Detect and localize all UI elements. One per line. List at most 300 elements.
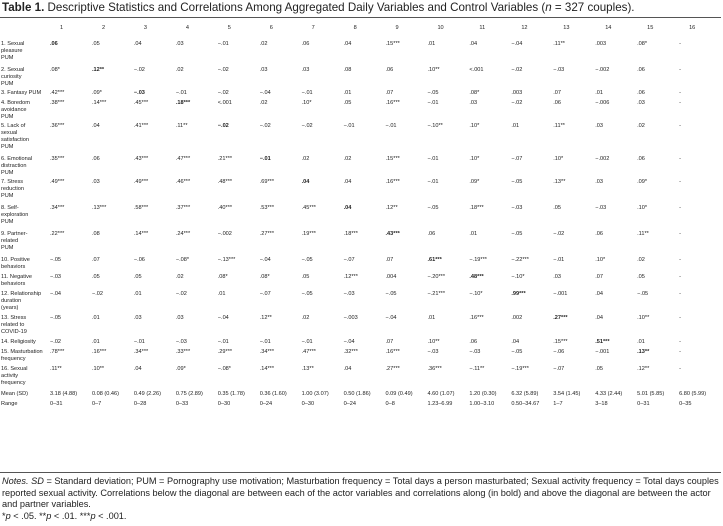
table-cell: .04 xyxy=(91,123,100,129)
table-cell: −.04 xyxy=(385,315,397,321)
table-cell: - xyxy=(679,349,681,355)
table-cell: −.01 xyxy=(343,123,355,129)
column-header: 3 xyxy=(143,25,147,31)
row-label-line: 5. Lack of xyxy=(1,123,26,129)
diagonal-cell: .43*** xyxy=(385,231,400,237)
table-cell: .05 xyxy=(637,274,645,280)
table-cell: .19*** xyxy=(301,231,316,237)
table-cell: .24*** xyxy=(175,231,191,237)
table-cell: −.05 xyxy=(385,291,397,297)
table-cell: .07 xyxy=(385,257,394,263)
table-cell: .36*** xyxy=(50,123,65,129)
table-cell: −.06 xyxy=(553,349,565,355)
range-row-cell: 1–7 xyxy=(553,401,563,407)
row-label-line: satisfaction xyxy=(1,137,29,143)
table-cell: .41*** xyxy=(133,123,149,129)
range-row-cell: 1.23–6.99 xyxy=(427,401,453,407)
table-cell: .11** xyxy=(553,41,565,47)
table-cell: −.08* xyxy=(217,366,231,372)
table-cell: −.22*** xyxy=(511,257,529,263)
table-cell: .15*** xyxy=(553,339,568,345)
table-cell: .04 xyxy=(343,179,352,185)
table-cell: .11** xyxy=(175,123,188,129)
range-row-cell: 0–24 xyxy=(259,401,273,407)
table-cell: −.01 xyxy=(427,179,439,185)
table-cell: .45*** xyxy=(301,205,316,211)
row-label-line: exploration xyxy=(1,212,29,218)
table-cell: −.003 xyxy=(343,315,358,321)
table-cell: .47*** xyxy=(301,349,316,355)
table-cell: .07 xyxy=(91,257,100,263)
table-cell: .08 xyxy=(343,67,352,73)
table-cell: .42*** xyxy=(50,90,65,96)
row-label xyxy=(0,274,50,291)
table-cell: .10** xyxy=(427,339,440,345)
top-rule xyxy=(0,17,721,18)
table-cell: .03 xyxy=(175,41,184,47)
table-cell: .05 xyxy=(91,274,100,280)
column-header: 14 xyxy=(605,25,612,31)
p1-mark: * xyxy=(2,510,6,521)
table-cell: - xyxy=(679,366,681,372)
table-cell: −.001 xyxy=(553,291,568,297)
table-cell: .10* xyxy=(595,257,606,263)
table-cell: - xyxy=(679,100,681,106)
table-cell: .06 xyxy=(553,100,562,106)
mean-row-cell: 6.80 (5.99) xyxy=(679,391,707,397)
table-cell: .11** xyxy=(50,366,62,372)
header-row xyxy=(0,22,721,41)
table-cell: - xyxy=(679,90,681,96)
table-cell: .40*** xyxy=(217,205,233,211)
range-row-cell: 0–35 xyxy=(679,401,692,407)
table-cell: - xyxy=(679,339,681,345)
table-cell: .34*** xyxy=(50,205,65,211)
table-cell: −.03 xyxy=(427,349,439,355)
table-cell: .10* xyxy=(553,156,564,162)
row-label-line: curiosity xyxy=(1,74,22,80)
table-cell: −.01 xyxy=(217,339,229,345)
table-cell: .16*** xyxy=(385,100,400,106)
table-cell: .09* xyxy=(469,179,480,185)
table-cell: .16*** xyxy=(91,349,107,355)
row-label-line: 1. Sexual xyxy=(1,41,25,47)
range-row-cell: 0–24 xyxy=(343,401,357,407)
mean-row-cell: 1.00 (3.07) xyxy=(301,391,329,397)
table-cell: .03 xyxy=(301,67,310,73)
range-row-cell: 0–33 xyxy=(175,401,189,407)
table-cell: .01 xyxy=(595,90,603,96)
caption-label: Table 1. xyxy=(2,1,45,14)
table-row xyxy=(0,339,721,349)
table-cell: .69*** xyxy=(259,179,274,185)
table-cell: .05 xyxy=(133,274,142,280)
row-label-line: 15. Masturbation xyxy=(1,349,43,355)
column-header: 5 xyxy=(227,25,231,31)
diagonal-cell: .04 xyxy=(343,205,352,211)
table-cell: .14*** xyxy=(259,366,274,372)
table-cell: .14*** xyxy=(133,231,149,237)
mean-row-cell: 0.08 (0.46) xyxy=(91,391,119,397)
table-cell: .05 xyxy=(595,366,603,372)
table-row xyxy=(0,291,721,315)
table-cell: .08* xyxy=(637,41,648,47)
table-cell: .02 xyxy=(175,274,184,280)
table-cell: −.10* xyxy=(469,291,483,297)
table-cell: −.01 xyxy=(259,339,271,345)
table-cell: .32*** xyxy=(343,349,358,355)
row-label xyxy=(0,41,50,67)
table-cell: −.02 xyxy=(217,67,229,73)
p1-text: < .05. xyxy=(10,510,40,521)
table-cell: −.01 xyxy=(427,156,439,162)
table-cell: .01 xyxy=(427,41,436,47)
table-cell: .45*** xyxy=(133,100,149,106)
table-cell: −.03 xyxy=(469,349,481,355)
table-row xyxy=(0,90,721,100)
table-cell: .03 xyxy=(175,315,184,321)
diagonal-cell: .06 xyxy=(50,41,58,47)
table-cell: .22*** xyxy=(50,231,65,237)
table-cell: .04 xyxy=(343,41,352,47)
table-cell: .05 xyxy=(553,205,562,211)
row-label xyxy=(0,366,50,391)
table-cell: - xyxy=(679,67,681,73)
table-cell: −.21*** xyxy=(427,291,446,297)
table-cell: −.02 xyxy=(217,90,229,96)
table-body xyxy=(0,41,721,411)
row-label-line: 14. Religiosity xyxy=(1,339,36,345)
table-cell: .12*** xyxy=(343,274,358,280)
row-label-line: 10. Positive xyxy=(1,257,30,263)
table-cell: −.04 xyxy=(50,291,62,297)
table-cell: .02 xyxy=(301,156,310,162)
row-label-line: frequency xyxy=(1,380,26,386)
table-cell: .02 xyxy=(637,257,645,263)
table-cell: .15*** xyxy=(385,156,400,162)
table-cell: .16*** xyxy=(385,349,400,355)
diagonal-cell: −.03 xyxy=(133,90,145,96)
table-cell: - xyxy=(679,156,681,162)
row-label-line: related to xyxy=(1,322,25,328)
table-cell: .18*** xyxy=(343,231,358,237)
table-cell: −.05 xyxy=(427,205,439,211)
range-row-cell: 0.50–34.67 xyxy=(511,401,540,407)
table-cell: .06 xyxy=(595,231,603,237)
table-cell: .02 xyxy=(259,41,268,47)
table-cell: .34*** xyxy=(259,349,274,355)
mean-row-cell: 4.33 (2.44) xyxy=(595,391,623,397)
table-cell: .03 xyxy=(595,123,603,129)
table-cell: .13** xyxy=(553,179,566,185)
table-cell: .07 xyxy=(385,90,394,96)
row-label xyxy=(0,179,50,205)
table-cell: .05 xyxy=(301,274,310,280)
table-cell: .04 xyxy=(595,291,603,297)
mean-row-cell: 1.20 (0.30) xyxy=(469,391,497,397)
table-cell: .27*** xyxy=(385,366,400,372)
row-label-line: 6. Emotional xyxy=(1,156,33,162)
table-cell: .07 xyxy=(553,90,562,96)
table-cell: .29*** xyxy=(217,349,233,355)
table-cell: −.03 xyxy=(50,274,62,280)
table-row xyxy=(0,257,721,274)
table-cell: .10** xyxy=(91,366,105,372)
diagonal-cell: .12** xyxy=(91,67,105,73)
range-row-cell: 0–30 xyxy=(217,401,231,407)
p2-text: < .01. xyxy=(51,510,80,521)
table-cell: .05 xyxy=(343,100,352,106)
column-header: 16 xyxy=(689,25,696,31)
row-label-line: PUM xyxy=(1,193,14,199)
table-cell: −.05 xyxy=(301,257,313,263)
row-label xyxy=(0,100,50,123)
range-row-cell: 0–8 xyxy=(385,401,395,407)
row-label-line: 7. Stress xyxy=(1,179,24,185)
table-row xyxy=(0,123,721,156)
column-header: 8 xyxy=(353,25,357,31)
table-cell: .37*** xyxy=(175,205,191,211)
table-cell: .07 xyxy=(385,339,394,345)
row-label-line: activity xyxy=(1,373,19,379)
row-label-line: PUM xyxy=(1,219,14,225)
row-label-line: 8. Self- xyxy=(1,205,19,211)
row-label-line: PUM xyxy=(1,114,14,120)
table-cell: .01 xyxy=(469,231,478,237)
table-cell: .02 xyxy=(175,67,184,73)
row-label-line: avoidance xyxy=(1,107,27,113)
table-cell: .003 xyxy=(511,90,523,96)
table-cell: .10** xyxy=(427,67,440,73)
table-cell: - xyxy=(679,257,681,263)
table-cell: −.02 xyxy=(259,123,271,129)
table-cell: −.01 xyxy=(301,339,313,345)
table-cell: −.002 xyxy=(217,231,232,237)
mean-row-label: Mean (SD) xyxy=(1,391,29,397)
table-cell: −.05 xyxy=(511,179,523,185)
table-row xyxy=(0,366,721,391)
table-cell: −.03 xyxy=(553,67,565,73)
header-label-cell xyxy=(0,22,50,41)
table-cell: −.10** xyxy=(427,123,443,129)
table-cell: .02 xyxy=(259,100,268,106)
table-cell: −.03 xyxy=(511,205,523,211)
table-cell: .36*** xyxy=(427,366,442,372)
table-cell: .01 xyxy=(637,339,645,345)
table-caption xyxy=(2,1,635,14)
table-row xyxy=(0,179,721,205)
table-cell: .78*** xyxy=(50,349,65,355)
table-cell: .43*** xyxy=(133,156,149,162)
table-row xyxy=(0,315,721,339)
table-cell: −.05 xyxy=(511,231,523,237)
mean-row xyxy=(0,391,721,401)
caption-text-end: = 327 couples). xyxy=(551,1,635,14)
table-cell: −.001 xyxy=(595,349,610,355)
table-cell: .10* xyxy=(637,205,648,211)
column-header: 9 xyxy=(395,25,399,31)
row-label-line: 2. Sexual xyxy=(1,67,25,73)
table-cell: .03 xyxy=(553,274,562,280)
p1-sym: p xyxy=(5,510,11,521)
mean-row-cell: 4.60 (1.07) xyxy=(427,391,455,397)
row-label-line: PUM xyxy=(1,170,14,176)
table-cell: −.07 xyxy=(259,291,271,297)
table-cell: −.01 xyxy=(301,90,313,96)
table-row xyxy=(0,274,721,291)
column-header: 13 xyxy=(563,25,570,31)
mean-row-cell: 3.54 (1.45) xyxy=(553,391,581,397)
table-cell: .12** xyxy=(259,315,272,321)
column-header: 11 xyxy=(479,25,486,31)
table-cell: - xyxy=(679,291,681,297)
table-cell: .49*** xyxy=(50,179,65,185)
table-cell: .01 xyxy=(91,315,100,321)
table-cell: .38*** xyxy=(50,100,65,106)
table-cell: .10* xyxy=(301,100,312,106)
table-cell: .01 xyxy=(511,123,520,129)
row-label-line: related xyxy=(1,238,19,244)
table-cell: - xyxy=(679,41,681,47)
row-label xyxy=(0,205,50,231)
table-cell: −.01 xyxy=(427,100,439,106)
table-cell: .01 xyxy=(217,291,226,297)
table-cell: .33*** xyxy=(175,349,191,355)
table-cell: .09* xyxy=(91,90,102,96)
table-cell: −.002 xyxy=(595,156,610,162)
row-label-line: PUM xyxy=(1,245,14,251)
table-cell: −.05 xyxy=(427,90,439,96)
table-cell: −.01 xyxy=(553,257,565,263)
table-cell: −.07 xyxy=(511,156,523,162)
diagonal-cell: .51*** xyxy=(595,339,610,345)
p2-sym: p xyxy=(46,510,52,521)
table-cell: .10* xyxy=(469,123,480,129)
range-row-cell: 0–7 xyxy=(91,401,102,407)
row-label xyxy=(0,231,50,257)
table-cell: .12** xyxy=(385,205,398,211)
column-header: 12 xyxy=(521,25,528,31)
table-cell: −.08* xyxy=(175,257,190,263)
mean-row-cell: 0.09 (0.49) xyxy=(385,391,413,397)
table-cell: −.02 xyxy=(133,67,145,73)
table-cell: .27*** xyxy=(259,231,274,237)
mean-row-cell: 5.01 (5.85) xyxy=(637,391,665,397)
table-cell: .53*** xyxy=(259,205,274,211)
table-cell: −.01 xyxy=(175,90,187,96)
table-cell: .06 xyxy=(637,90,645,96)
table-cell: −.02 xyxy=(175,291,187,297)
diagonal-cell: .18*** xyxy=(175,100,191,106)
column-header: 2 xyxy=(101,25,106,31)
row-label-line: COVID-19 xyxy=(1,329,27,335)
table-row xyxy=(0,41,721,67)
table-cell: −.02 xyxy=(511,67,523,73)
table-cell: −.07 xyxy=(343,257,355,263)
row-label xyxy=(0,90,50,100)
table-cell: −.02 xyxy=(511,100,523,106)
table-row xyxy=(0,100,721,123)
table-cell: .18*** xyxy=(469,205,484,211)
row-label-line: 13. Stress xyxy=(1,315,27,321)
table-cell: −.05 xyxy=(50,315,62,321)
table-cell: −.10* xyxy=(511,274,525,280)
table-cell: .07 xyxy=(595,274,603,280)
table-cell: −.02 xyxy=(50,339,62,345)
range-row xyxy=(0,401,721,411)
table-cell: .04 xyxy=(133,366,142,372)
table-cell: .04 xyxy=(133,41,142,47)
column-header: 1 xyxy=(60,25,64,31)
mean-row-cell: 6.32 (5.89) xyxy=(511,391,539,397)
table-cell: −.04 xyxy=(343,339,355,345)
table-cell: −.05 xyxy=(511,349,523,355)
diagonal-cell: .48*** xyxy=(469,274,484,280)
row-label-line: 4. Boredom xyxy=(1,100,30,106)
table-cell: −.19*** xyxy=(469,257,487,263)
table-cell: .06 xyxy=(91,156,100,162)
p3-text: < .001. xyxy=(95,510,127,521)
column-header: 7 xyxy=(311,25,315,31)
row-label-line: distraction xyxy=(1,163,27,169)
table-cell: −.11** xyxy=(469,366,485,372)
column-header: 10 xyxy=(437,25,444,31)
table-cell: −.07 xyxy=(553,366,565,372)
table-cell: - xyxy=(679,123,681,129)
diagonal-cell: .27*** xyxy=(553,315,568,321)
diagonal-cell: .13** xyxy=(637,349,650,355)
table-row xyxy=(0,205,721,231)
row-label xyxy=(0,67,50,90)
column-header: 6 xyxy=(269,25,273,31)
diagonal-cell: .61*** xyxy=(427,257,442,263)
table-cell: −.03 xyxy=(595,205,607,211)
table-cell: −.006 xyxy=(595,100,610,106)
row-label-line: 3. Fantasy PUM xyxy=(1,90,42,96)
table-cell: .11** xyxy=(553,123,565,129)
range-row-cell: 0–31 xyxy=(50,401,63,407)
table-cell: - xyxy=(679,231,681,237)
range-row-cell: 1.00–3.10 xyxy=(469,401,495,407)
table-cell: .48*** xyxy=(217,179,233,185)
table-cell: .06 xyxy=(637,156,645,162)
table-cell: −.19*** xyxy=(511,366,529,372)
diagonal-cell: −.01 xyxy=(259,156,271,162)
row-label-line: PUM xyxy=(1,81,14,87)
table-cell: .35*** xyxy=(50,156,65,162)
range-row-cell: 0–28 xyxy=(133,401,147,407)
table-cell: .10* xyxy=(469,156,480,162)
row-label-line: (years) xyxy=(1,305,19,311)
table-cell: .21*** xyxy=(217,156,233,162)
table-cell: .15*** xyxy=(385,41,400,47)
table-cell: −.06 xyxy=(133,257,145,263)
table-cell: .03 xyxy=(595,179,603,185)
row-label-line: reduction xyxy=(1,186,25,192)
table-cell: .01 xyxy=(343,90,352,96)
table-cell: .06 xyxy=(427,231,436,237)
table-cell: −.03 xyxy=(175,339,187,345)
table-cell: .003 xyxy=(595,41,607,47)
mean-row-cell: 0.35 (1.78) xyxy=(217,391,245,397)
table-cell: .14*** xyxy=(91,100,107,106)
row-label xyxy=(0,291,50,315)
p2-mark: ** xyxy=(39,510,47,521)
table-cell: .002 xyxy=(511,315,523,321)
table-cell: −.04 xyxy=(259,90,271,96)
table-cell: <.001 xyxy=(217,100,232,106)
table-cell: <.001 xyxy=(469,67,484,73)
